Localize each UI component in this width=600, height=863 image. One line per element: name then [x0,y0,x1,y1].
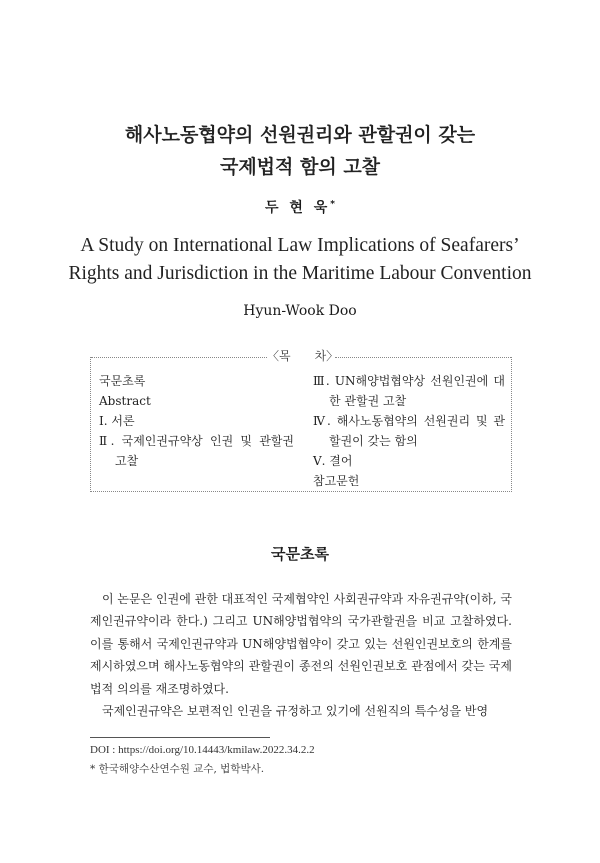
toc-item-abstract[interactable]: Abstract [99,394,151,408]
author-affiliation-footnote: * 한국해양수산연수원 교수, 법학박사. [90,763,265,775]
toc-item-introduction[interactable]: Ⅰ. 서론 [99,414,135,428]
english-title-line-2: Rights and Jurisdiction in the Maritime Labour Convention [68,263,532,284]
toc-left-column [99,371,294,471]
toc-item-conclusion[interactable]: Ⅴ. 결어 [313,454,353,468]
korean-title-line-2: 국제법적 함의 고찰 [219,156,381,178]
table-of-contents [90,349,512,492]
toc-right-column [313,371,505,491]
toc-border-left [91,357,267,358]
toc-item-section-3[interactable]: Ⅲ. UN해양법협약상 선원인권에 대 [313,374,505,388]
korean-author [0,197,600,217]
doi-footnote[interactable]: DOI : https://doi.org/10.14443/kmilaw.2022.34.2.2 [90,744,315,756]
toc-item-section-2-cont[interactable]: 고찰 [115,454,139,468]
toc-item-korean-abstract[interactable]: 국문초록 [99,374,146,388]
footnote-divider [90,737,270,738]
toc-item-section-4[interactable]: Ⅳ. 해사노동협약의 선원권리 및 관 [313,414,505,428]
author-footnote-mark: * [330,199,336,210]
korean-author-name: 두 현 욱 [264,200,331,216]
english-author: Hyun-Wook Doo [243,303,357,319]
abstract-paragraph-2: 국제인권규약은 보편적인 인권을 규정하고 있기에 선원직의 특수성을 반영 [102,704,489,719]
english-title-line-1: A Study on International Law Implications of Seafarers’ [80,235,520,256]
abstract-paragraph-1: 이 논문은 인권에 관한 대표적인 국제협약인 사회권규약과 자유권규약(이하, 국제인권규약이라 한다.) 그리고 UN해양법협약의 국가관할권을 비교 고찰하였다. 이를 통해서 국제인권규약과 UN해양법협약이 갖고 있는 선원인권보호의 한계를 제시하였으며 해사노동협약의 관할권이 종전의 선원인권보호 관점에서 갖는 국제법적 의의를 재조명하였다. [90,592,512,696]
toc-item-section-2[interactable]: Ⅱ. 국제인권규약상 인권 및 관할권 [99,434,294,448]
toc-item-section-4-cont[interactable]: 할권이 갖는 함의 [329,434,418,448]
abstract-heading: 국문초록 [271,545,329,563]
korean-title-line-1: 해사노동협약의 선원권리와 관할권이 갖는 [124,124,476,146]
abstract-body [90,588,512,722]
toc-heading: 〈목 차〉 [267,349,339,363]
toc-item-section-3-cont[interactable]: 한 관할권 고찰 [329,394,407,408]
toc-border-right [335,357,511,358]
toc-item-references[interactable]: 참고문헌 [313,474,360,488]
